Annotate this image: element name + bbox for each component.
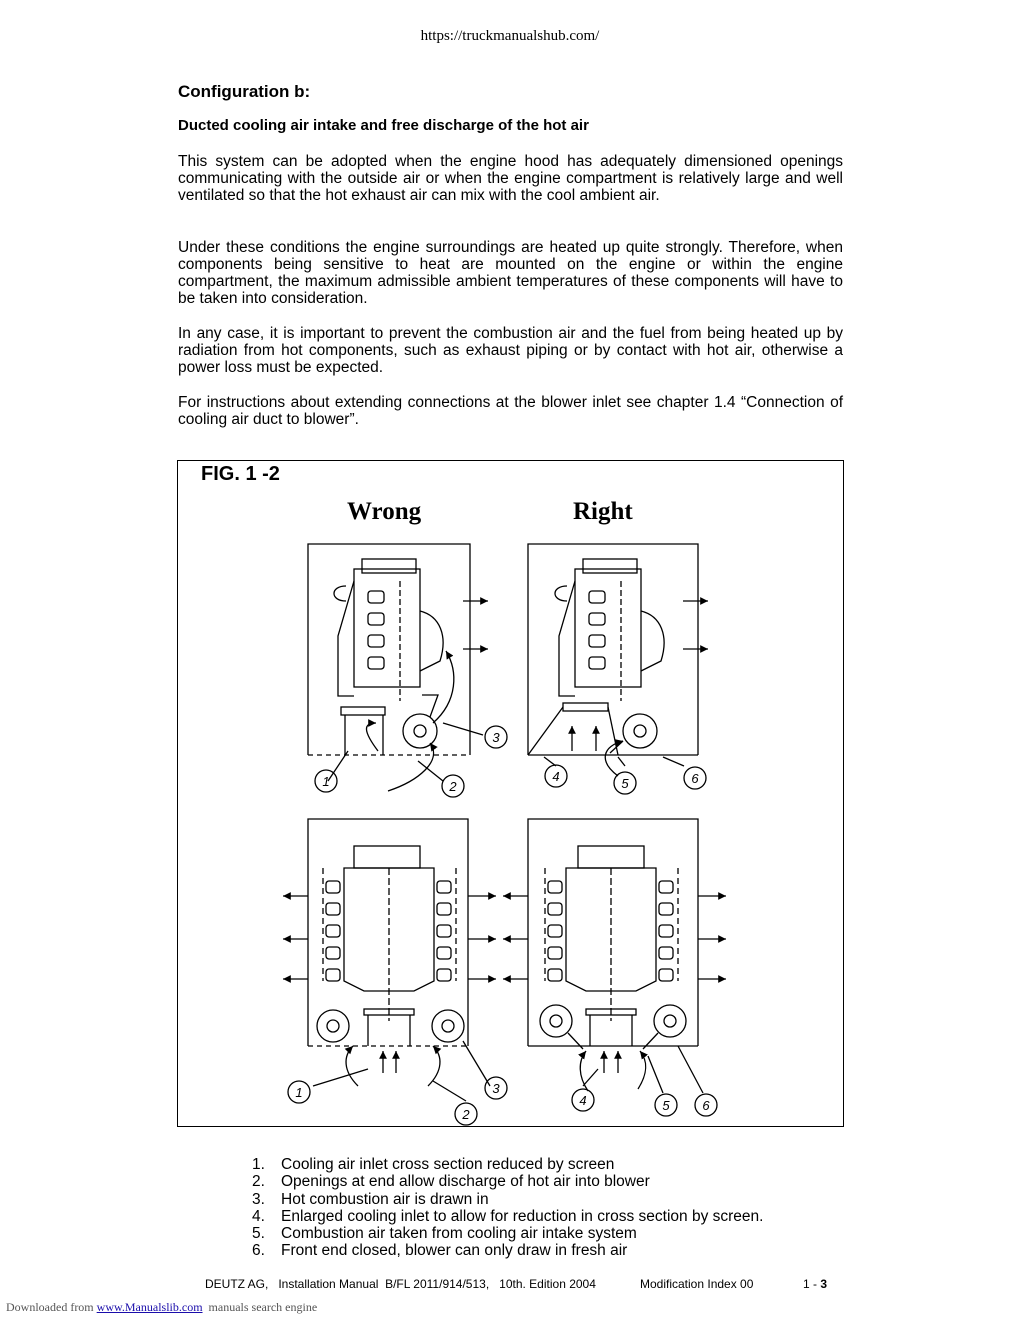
diagram-right-side: [528, 544, 708, 794]
legend-text: Combustion air taken from cooling air intake system: [281, 1225, 637, 1243]
callout-3-wrong-side: 3: [492, 730, 500, 745]
section-title: Configuration b:: [178, 82, 311, 101]
footer-doc-info: DEUTZ AG, Installation Manual B/FL 2011/914/513, 10th. Edition 2004: [205, 1277, 596, 1291]
engine-airflow-diagram: [178, 461, 843, 1126]
callout-4-right-side: 4: [552, 769, 560, 784]
legend-item: [252, 1156, 763, 1173]
callout-5-right-side: 5: [621, 776, 629, 791]
header-url: https://truckmanualshub.com/: [420, 28, 600, 44]
footer-page-number: [803, 1277, 827, 1291]
legend-num: 1.: [252, 1156, 265, 1173]
legend-item: [252, 1225, 763, 1242]
callout-1-wrong-side: 1: [322, 774, 330, 789]
callout-3-wrong-top: 3: [492, 1081, 500, 1096]
legend-num: 2.: [252, 1173, 265, 1191]
paragraph-2: Under these conditions the engine surroundings are heated up quite strongly. Therefore, when components being sensitive to heat are mounted on the engine or within the engine compartment, the maximum admissible ambient temperatures of these components will have to be taken into consideration.: [178, 239, 843, 307]
callout-6-right-top: 6: [702, 1098, 710, 1113]
right-heading: Right: [573, 498, 633, 525]
callout-2-wrong-top: 2: [462, 1107, 470, 1122]
download-suffix: manuals search engine: [202, 1300, 318, 1314]
legend-num: 3.: [252, 1190, 265, 1208]
diagram-wrong-top: [283, 819, 507, 1125]
callout-1-wrong-top: 1: [295, 1085, 303, 1100]
legend-text: Hot combustion air is drawn in: [281, 1190, 489, 1208]
page-num: 3: [820, 1277, 828, 1291]
diagram-wrong-side: [308, 544, 507, 797]
legend-item: [252, 1191, 763, 1208]
legend-list: [252, 1156, 763, 1260]
callout-5-right-top: 5: [662, 1098, 670, 1113]
paragraph-3: In any case, it is important to prevent the combustion air and the fuel from being heated up by radiation from hot components, such as exhaust piping or by contact with hot air, otherwise a power loss must be expected.: [178, 325, 843, 376]
callout-2-wrong-side: 2: [449, 779, 457, 794]
legend-text: Cooling air inlet cross section reduced by screen: [281, 1156, 615, 1173]
page-prefix: 1 -: [803, 1277, 821, 1291]
paragraph-1: This system can be adopted when the engine hood has adequately dimensioned openings communicating with the outside air or when the engine compartment is relatively large and well ventilated so that the hot exhaust air can mix with the cool ambient air.: [178, 153, 843, 204]
diagram-right-top: [503, 819, 726, 1116]
legend-item: [252, 1208, 763, 1225]
manualslib-link[interactable]: www.Manualslib.com: [96, 1300, 203, 1314]
paragraph-4: For instructions about extending connections at the blower inlet see chapter 1.4 “Connection of cooling air duct to blower”.: [178, 394, 843, 428]
footer-modification-index: Modification Index 00: [640, 1277, 754, 1291]
legend-text: Enlarged cooling inlet to allow for reduction in cross section by screen.: [281, 1207, 764, 1225]
section-subtitle: Ducted cooling air intake and free discharge of the hot air: [178, 117, 589, 134]
download-prefix: Downloaded from: [6, 1300, 97, 1314]
legend-text: Front end closed, blower can only draw in fresh air: [281, 1242, 628, 1260]
legend-item: [252, 1242, 763, 1259]
legend-num: 6.: [252, 1242, 265, 1260]
legend-item: [252, 1173, 763, 1190]
figure-label: FIG. 1 -2: [201, 463, 280, 485]
callout-4-right-top: 4: [579, 1093, 587, 1108]
callout-6-right-side: 6: [691, 771, 699, 786]
legend-num: 4.: [252, 1207, 265, 1225]
download-notice: [6, 1300, 317, 1315]
wrong-heading: Wrong: [347, 498, 422, 525]
legend-text: Openings at end allow discharge of hot air into blower: [281, 1173, 650, 1191]
legend-num: 5.: [252, 1225, 265, 1243]
